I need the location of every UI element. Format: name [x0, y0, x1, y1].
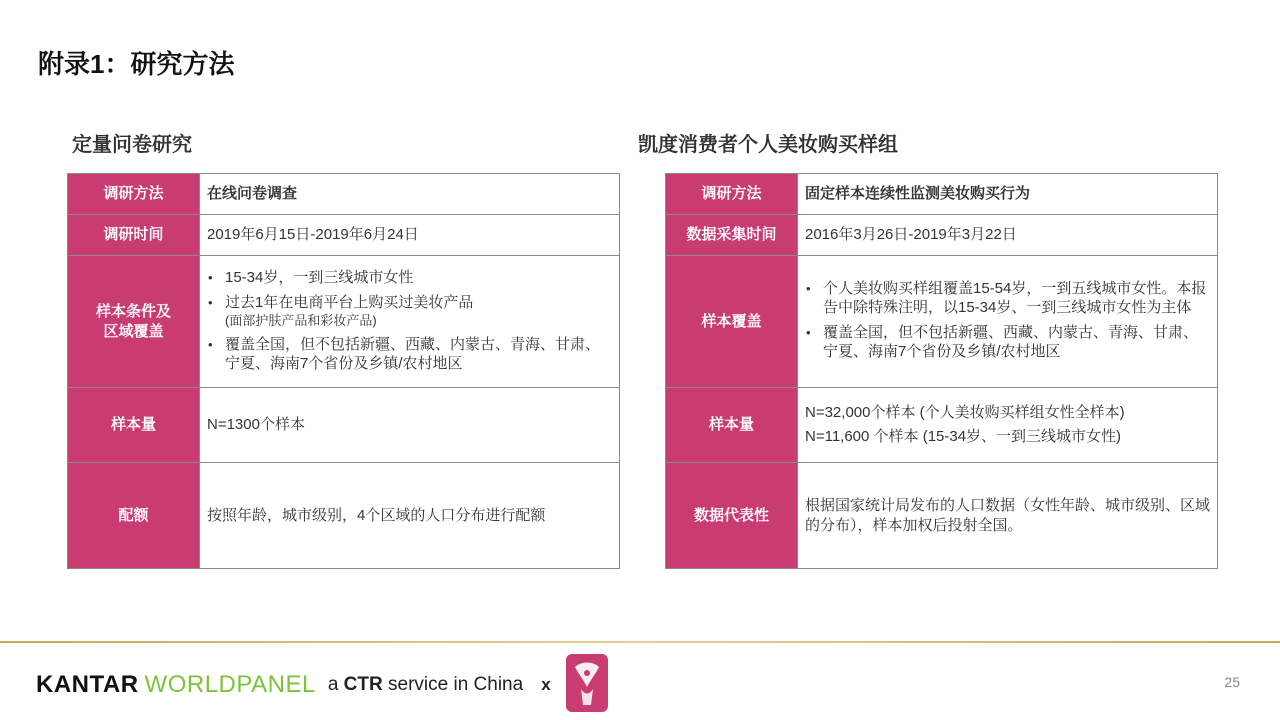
- list-item-text: 个人美妆购买样组覆盖15-54岁，一到五线城市女性。本报告中除特殊注明，以15-34岁、一到三线城市女性为主体: [823, 280, 1207, 316]
- ctr-tagline: [328, 674, 523, 696]
- table-row: [68, 388, 620, 463]
- row-key: 数据采集时间: [666, 215, 798, 256]
- kantar-logo-text: KANTAR: [36, 671, 139, 698]
- table-row: [666, 388, 1218, 463]
- row-value: 2016年3月26日-2019年3月22日: [798, 215, 1218, 256]
- partner-logo-icon: [565, 653, 609, 718]
- row-key: 调研方法: [68, 174, 200, 215]
- table-row: [666, 215, 1218, 256]
- bullet-list: [207, 268, 612, 373]
- row-key: 调研时间: [68, 215, 200, 256]
- list-item-text: 过去1年在电商平台上购买过美妆产品: [225, 293, 474, 311]
- row-key-line: 样本条件及: [95, 302, 171, 320]
- bullet-list: [805, 279, 1210, 361]
- row-value: [200, 256, 620, 388]
- row-key: 样本量: [68, 388, 200, 463]
- row-value: 在线问卷调查: [200, 174, 620, 215]
- row-key: [68, 256, 200, 388]
- table-row: [666, 174, 1218, 215]
- footer-branding: [36, 668, 609, 702]
- row-key: 样本覆盖: [666, 256, 798, 388]
- ctr-suffix: service in China: [388, 674, 524, 695]
- table-row: [666, 463, 1218, 569]
- left-section-title: 定量问卷研究: [72, 134, 192, 156]
- list-item: [207, 268, 612, 287]
- row-value: [798, 388, 1218, 463]
- row-key: 调研方法: [666, 174, 798, 215]
- row-key: 数据代表性: [666, 463, 798, 569]
- list-item-text: 覆盖全国，但不包括新疆、西藏、内蒙古、青海、甘肃、宁夏、海南7个省份及乡镇/农村地区: [225, 335, 601, 372]
- ctr-prefix: a: [327, 674, 339, 695]
- footer-divider: [0, 641, 1280, 643]
- page-number: 25: [1224, 674, 1240, 690]
- list-item: [805, 323, 1210, 361]
- table-row: [68, 174, 620, 215]
- list-item-subnote: (面部护肤产品和彩妆产品): [225, 312, 377, 328]
- ctr-bold: CTR: [343, 674, 383, 695]
- worldpanel-logo-text: WORLDPANEL: [144, 671, 316, 698]
- row-value: N=1300个样本: [200, 388, 620, 463]
- row-value: 2019年6月15日-2019年6月24日: [200, 215, 620, 256]
- list-item-text: 覆盖全国，但不包括新疆、西藏、内蒙古、青海、甘肃、宁夏、海南7个省份及乡镇/农村地区: [823, 324, 1199, 360]
- page-title: 附录1：研究方法: [38, 49, 235, 79]
- sample-size-line: N=11,600 个样本 (15-34岁、一到三线城市女性): [805, 428, 1122, 445]
- row-value: 按照年龄，城市级别，4个区域的人口分布进行配额: [200, 463, 620, 569]
- row-key: 配额: [68, 463, 200, 569]
- cross-symbol: x: [541, 675, 551, 694]
- row-key-line: 区域覆盖: [103, 322, 164, 340]
- beauty-panel-table: [665, 173, 1218, 569]
- table-row: [68, 463, 620, 569]
- row-value: 根据国家统计局发布的人口数据（女性年龄、城市级别、区域的分布），样本加权后投射全国。: [798, 463, 1218, 569]
- row-key: 样本量: [666, 388, 798, 463]
- table-row: [666, 256, 1218, 388]
- table-row: [68, 215, 620, 256]
- row-value: 固定样本连续性监测美妆购买行为: [798, 174, 1218, 215]
- right-section-title: 凯度消费者个人美妆购买样组: [638, 134, 898, 156]
- list-item: [207, 335, 612, 373]
- list-item: [207, 293, 612, 329]
- row-value: [798, 256, 1218, 388]
- list-item-text: 15-34岁，一到三线城市女性: [225, 268, 414, 286]
- list-item: [805, 279, 1210, 317]
- sample-size-line: N=32,000个样本 (个人美妆购买样组女性全样本): [805, 404, 1125, 421]
- table-row: [68, 256, 620, 388]
- quant-survey-table: [67, 173, 620, 569]
